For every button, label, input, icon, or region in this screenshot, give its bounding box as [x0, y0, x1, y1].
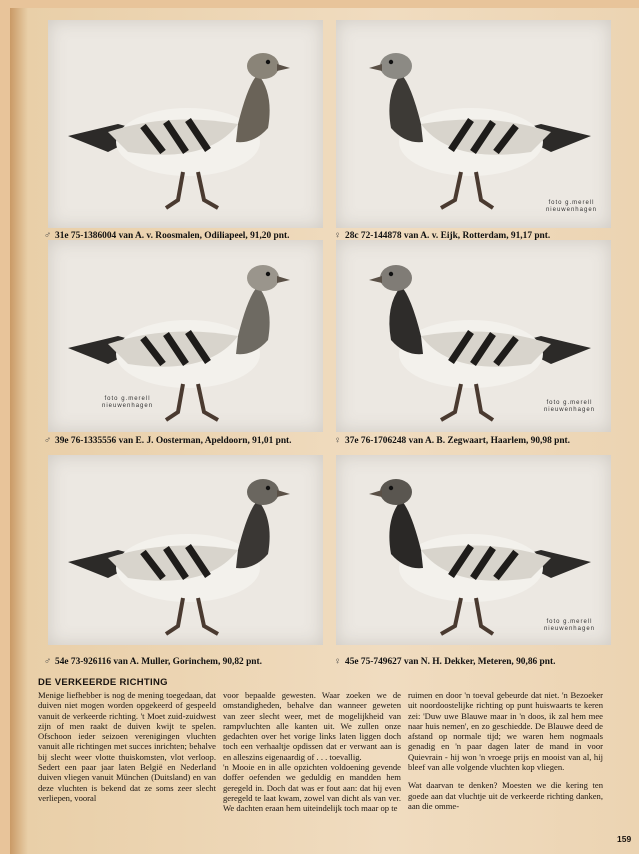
article-column-1 [38, 690, 216, 811]
male-symbol-icon: ♂ [44, 231, 52, 241]
photo-credit: foto g.merell nieuwenhagen [543, 619, 595, 632]
photo-caption: ♂ 54e 73-926116 van A. Muller, Gorinchem, 90,82 pnt. [44, 657, 262, 667]
female-symbol-icon: ♀ [334, 231, 342, 241]
female-symbol-icon: ♀ [334, 657, 342, 667]
pigeon-photo-2 [336, 20, 611, 228]
paragraph: Wat daarvan te denken? Moesten we die kering ten goede aan dat vluchtje uit de verkeerde richting danken, aan die omme- [408, 780, 603, 811]
page-number: 159 [617, 834, 632, 844]
article-column-2 [223, 690, 401, 822]
photo-credit: foto g.merell nieuwenhagen [102, 396, 154, 409]
male-symbol-icon: ♂ [44, 657, 52, 667]
male-symbol-icon: ♂ [44, 436, 52, 446]
paragraph: voor bepaalde gewesten. Waar zoeken we de omstandigheden, behalve dan wanneer geweten van zeer slecht weer, met de mogelijkheid van rampvluchten alle kanten uit. We zullen onze gedachten over het vorige links laten liggen doch toch een verhaaltje opdissen dat er verwant aan is en alleszins eigenaardig of . . . toevallig. 'n Mooie en in alle opzichten voldoening gevende doffer oefenden we geduldig en mandden hem geregeld in. Doch dat was er fout aan: dat hij even geregeld te laat kwam, zowel van dicht als van ver. We dachten eraan hem uiteindelijk toch maar op te [223, 690, 401, 814]
paragraph: Menige liefhebber is nog de mening toegedaan, dat duiven niet mogen worden opgekeerd of gespeeld vanuit de verkeerde richting. 't Moet zuid-zuidwest zijn of men raakt de duiven kwijt te spelen. Ofschoon ieder seizoen verenigingen vluchten vanuit alle richtingen met succes inrichten; behalve bij slecht weer vlotte thuiskomsten, vlot verloop. Sedert een paar jaar laten België en Nederland duiven vliegen vanuit München (Duitsland) en van deze vluchten is bekend dat ze soms zeer slecht verliepen, vooral [38, 690, 216, 803]
photo-credit: foto g.merell nieuwenhagen [543, 400, 595, 413]
paragraph: ruimen en door 'n toeval gebeurde dat niet. 'n Bezoeker uit noordoostelijke richting op punt huiswaarts te keren zei: 'Duw uwe Blauwe maar in 'n doos, ik zal hem mee naar huis nemen', en zo geschiedde. De Blauwe deed de afstand op normale tijd; we waren hem nogmaals genadig en 'n paar dagen later de mand in voor Quievrain - hij won 'n vroege prijs en mooist van al, hij bleef van alle volgende vluchten kop vliegen. [408, 690, 603, 773]
pigeon-illustration [336, 455, 611, 645]
pigeon-photo-6 [336, 455, 611, 645]
photo-caption: ♀ 28c 72-144878 van A. v. Eijk, Rotterdam, 91,17 pnt. [334, 231, 551, 241]
photo-caption: ♂ 39e 76-1335556 van E. J. Oosterman, Apeldoorn, 91,01 pnt. [44, 436, 292, 446]
pigeon-illustration [336, 20, 611, 228]
pigeon-illustration [48, 240, 323, 432]
pigeon-photo-5 [48, 455, 323, 645]
pigeon-illustration [48, 455, 323, 645]
female-symbol-icon: ♀ [334, 436, 342, 446]
pigeon-photo-3 [48, 240, 323, 432]
photo-caption: ♀ 45e 75-749627 van N. H. Dekker, Meteren, 90,86 pnt. [334, 657, 556, 667]
pigeon-photo-4 [336, 240, 611, 432]
photo-credit: foto g.merell nieuwenhagen [545, 200, 597, 213]
photo-caption: ♀ 37e 76-1706248 van A. B. Zegwaart, Haarlem, 90,98 pnt. [334, 436, 571, 446]
photo-caption: ♂ 31e 75-1386004 van A. v. Roosmalen, Odiliapeel, 91,20 pnt. [44, 231, 290, 241]
article-heading: DE VERKEERDE RICHTING [38, 677, 168, 688]
pigeon-photo-1 [48, 20, 323, 228]
pigeon-illustration [48, 20, 323, 228]
article-column-3 [408, 690, 603, 819]
